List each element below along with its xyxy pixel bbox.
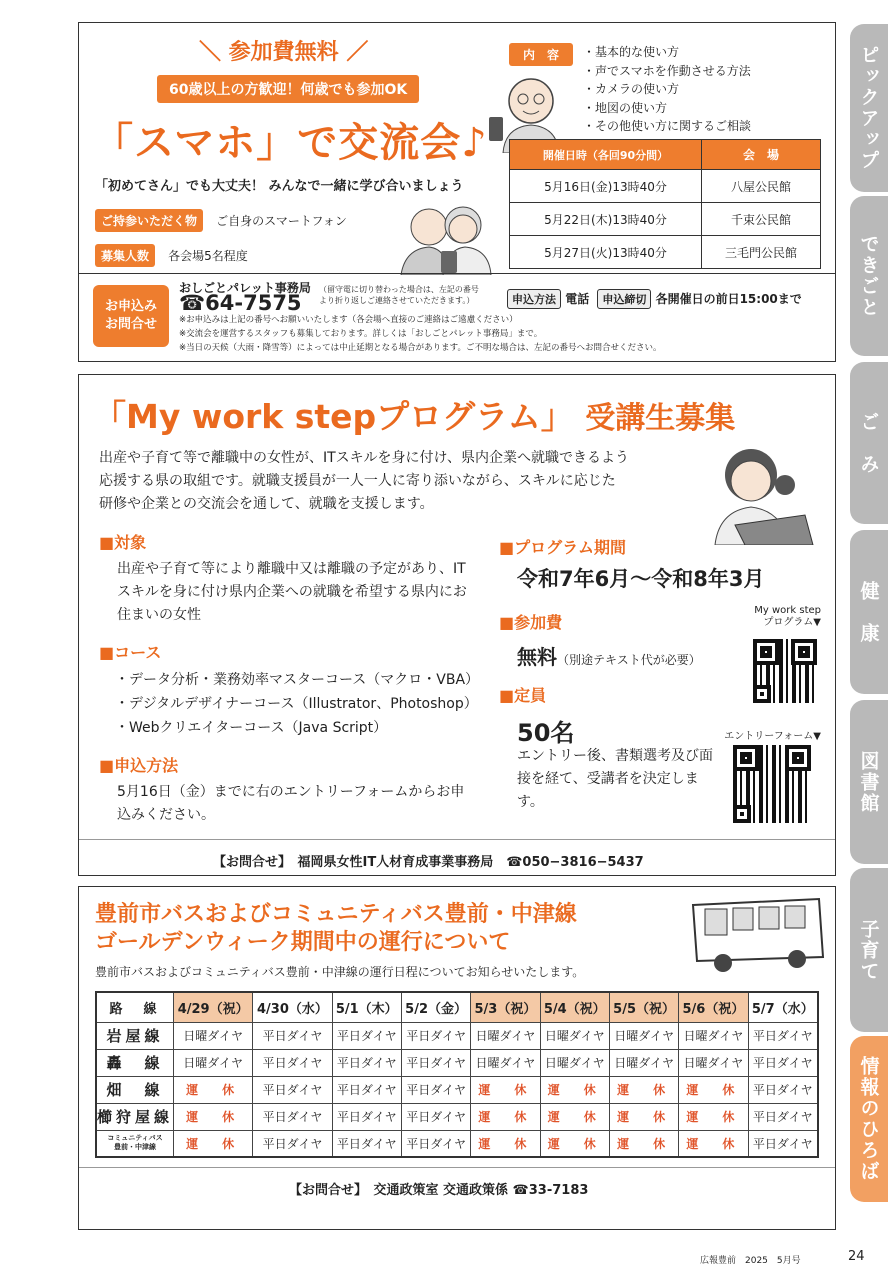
course-item: ・Webクリエイターコース（Java Script）	[115, 720, 388, 736]
route-name: 畑 線	[96, 1076, 174, 1103]
method-value: 電話	[565, 292, 590, 306]
tab-garbage[interactable]: ご み	[850, 362, 888, 524]
bring-label: ご持参いただく物	[95, 209, 203, 232]
notes	[179, 313, 819, 355]
table-header-row	[96, 992, 818, 1022]
note: ※当日の天候（大雨・降雪等）によっては中止延期となる場合があります。ご不明な場合は、左記の番号へお問合せください。	[179, 343, 662, 353]
free-label: ＼ 参加費無料 ／	[199, 40, 369, 65]
note: ※交流会を運営するスタッフも募集しております。詳しくは「おしごとパレット事務局」まで。	[179, 329, 543, 339]
route-name: 轟 線	[96, 1049, 174, 1076]
header-date: 5/5（祝）	[609, 992, 678, 1022]
entry-form-qr-code[interactable]	[733, 745, 811, 823]
table-row	[96, 1130, 818, 1157]
smartphone-event-section	[78, 22, 836, 362]
fee-note: （別途テキスト代が必要）	[557, 653, 701, 667]
program-qr-code[interactable]	[753, 639, 817, 703]
schedule-cell: 運 休	[471, 1130, 540, 1157]
table-row	[510, 170, 821, 203]
schedule-date: 5月27日(火)13時40分	[510, 236, 702, 269]
tab-pickup[interactable]: ピックアップ	[850, 24, 888, 192]
capacity-label: 募集人数	[95, 244, 155, 267]
course-list	[115, 668, 479, 740]
content-label: 内 容	[509, 43, 573, 66]
schedule-cell: 平日ダイヤ	[401, 1049, 470, 1076]
schedule-cell: 日曜ダイヤ	[174, 1049, 253, 1076]
bus-schedule-section	[78, 886, 836, 1230]
footer-publication: 広報豊前 2025 5月号	[700, 1256, 801, 1266]
table-row	[96, 1076, 818, 1103]
schedule-cell: 運 休	[679, 1103, 748, 1130]
header-date: 5/4（祝）	[540, 992, 609, 1022]
schedule-cell: 運 休	[540, 1076, 609, 1103]
header-date: 4/30（水）	[253, 992, 332, 1022]
content-item: ・その他使い方に関するご相談	[583, 119, 752, 133]
schedule-cell: 平日ダイヤ	[748, 1130, 818, 1157]
deadline-label: 申込締切	[597, 289, 651, 309]
header-date: 5/3（祝）	[471, 992, 540, 1022]
event-subtitle: 「初めてさん」でも大丈夫！ みんなで一緒に学び合いましょう	[95, 179, 464, 194]
schedule-cell: 平日ダイヤ	[332, 1049, 401, 1076]
schedule-cell: 運 休	[174, 1103, 253, 1130]
bus-table	[95, 991, 819, 1158]
schedule-cell: 運 休	[540, 1103, 609, 1130]
capacity-value: 各会場5名程度	[168, 249, 248, 263]
table-row	[96, 1103, 818, 1130]
schedule-cell: 平日ダイヤ	[748, 1022, 818, 1049]
page-number: 24	[848, 1249, 865, 1264]
tab-health[interactable]: 健 康	[850, 530, 888, 694]
schedule-cell: 日曜ダイヤ	[540, 1022, 609, 1049]
header-date: 5/7（水）	[748, 992, 818, 1022]
schedule-cell: 平日ダイヤ	[253, 1022, 332, 1049]
schedule-cell: 日曜ダイヤ	[679, 1022, 748, 1049]
bus-contact: 【お問合せ】 交通政策室 交通政策係 ☎33-7183	[289, 1183, 589, 1198]
schedule-cell: 運 休	[609, 1076, 678, 1103]
fee-heading: ■参加費	[499, 613, 563, 632]
deadline-value: 各開催日の前日15:00まで	[655, 292, 802, 306]
schedule-cell: 日曜ダイヤ	[609, 1049, 678, 1076]
schedule-date: 5月16日(金)13時40分	[510, 170, 702, 203]
schedule-cell: 平日ダイヤ	[748, 1103, 818, 1130]
capacity-heading: ■定員	[499, 686, 547, 705]
bring-value: ご自身のスマートフォン	[216, 214, 347, 228]
schedule-cell: 日曜ダイヤ	[609, 1022, 678, 1049]
course-heading: ■コース	[99, 643, 162, 662]
content-item: ・カメラの使い方	[583, 82, 680, 96]
header-date: 5/1（木）	[332, 992, 401, 1022]
schedule-cell: 平日ダイヤ	[748, 1049, 818, 1076]
note: ※お申込みは上記の番号へお願いいたします（各会場へ直接のご連絡はご遠慮ください）	[179, 315, 518, 325]
schedule-cell: 平日ダイヤ	[401, 1076, 470, 1103]
schedule-cell: 運 休	[471, 1076, 540, 1103]
route-name: 櫛狩屋線	[96, 1103, 174, 1130]
bus-title-1: 豊前市バスおよびコミュニティバス豊前・中津線	[95, 902, 577, 927]
schedule-cell: 日曜ダイヤ	[679, 1049, 748, 1076]
tab-childcare[interactable]: 子育て	[850, 868, 888, 1032]
office-phone: ☎64-7575	[179, 291, 302, 315]
header-date: 4/29（祝）	[174, 992, 253, 1022]
content-item: ・声でスマホを作動させる方法	[583, 63, 751, 78]
elderly-couple-illustration	[391, 199, 501, 275]
header-date: 5/6（祝）	[679, 992, 748, 1022]
schedule-cell: 平日ダイヤ	[332, 1022, 401, 1049]
tab-events[interactable]: できごと	[850, 196, 888, 356]
schedule-cell: 平日ダイヤ	[332, 1103, 401, 1130]
phone-note: （留守電に切り替わった場合は、左記の番号 より折り返しご連絡させていただきます。）	[319, 285, 479, 305]
schedule-cell: 日曜ダイヤ	[471, 1022, 540, 1049]
office-name: おしごとパレット事務局	[179, 281, 311, 295]
target-text: 出産や子育て等により離職中又は離職の予定があり、ITスキルを身に付け県内企業への就職を希望する県内にお住まいの女性	[117, 561, 467, 623]
content-item: ・地図の使い方	[583, 100, 668, 115]
program-contact: 【お問合せ】 福岡県女性IT人材育成事業事務局 ☎050−3816−5437	[213, 855, 644, 870]
apply-text: 5月16日（金）までに右のエントリーフォームからお申込みください。	[117, 784, 465, 823]
schedule-cell: 平日ダイヤ	[253, 1049, 332, 1076]
tab-library[interactable]: 図書館	[850, 700, 888, 864]
schedule-venue: 八屋公民館	[702, 170, 821, 203]
welcome-banner: 60歳以上の方歓迎！何歳でも参加OK	[157, 75, 419, 103]
bus-lead: 豊前市バスおよびコミュニティバス豊前・中津線の運行日程についてお知らせいたします。	[95, 965, 585, 979]
schedule-cell: 運 休	[540, 1130, 609, 1157]
schedule-cell: 運 休	[609, 1103, 678, 1130]
schedule-cell: 平日ダイヤ	[332, 1076, 401, 1103]
header-date: 5/2（金）	[401, 992, 470, 1022]
header-route: 路 線	[96, 992, 174, 1022]
schedule-cell: 運 休	[174, 1130, 253, 1157]
event-title: 「スマホ」で交流会♪	[93, 120, 488, 166]
schedule-cell: 日曜ダイヤ	[471, 1049, 540, 1076]
fee-value: 無料	[517, 645, 557, 669]
bus-illustration	[687, 891, 827, 973]
program-intro: 出産や子育て等で離職中の女性が、ITスキルを身に付け、県内企業へ就職できるよう応援する県の取組です。就職支援員が一人一人に寄り添いながら、スキルに応じた研修や企業との交流会を通して、就職を支援します。	[99, 450, 629, 512]
route-name: 岩屋線	[96, 1022, 174, 1049]
schedule-date: 5月22日(木)13時40分	[510, 203, 702, 236]
course-item: ・データ分析・業務効率マスターコース（マクロ・VBA）	[115, 672, 480, 688]
content-list	[583, 43, 751, 136]
woman-laptop-illustration	[705, 445, 815, 545]
schedule-venue: 千束公民館	[702, 203, 821, 236]
schedule-cell: 日曜ダイヤ	[540, 1049, 609, 1076]
table-row	[96, 1022, 818, 1049]
schedule-cell: 運 休	[471, 1103, 540, 1130]
capacity-note: エントリー後、書類選考及び面接を経て、受講者を決定します。	[517, 748, 713, 810]
schedule-table	[509, 139, 821, 269]
program-title: 「My work stepプログラム」	[93, 397, 574, 436]
schedule-cell: 平日ダイヤ	[748, 1076, 818, 1103]
schedule-cell: 平日ダイヤ	[332, 1130, 401, 1157]
schedule-venue: 三毛門公民館	[702, 236, 821, 269]
schedule-cell: 平日ダイヤ	[401, 1022, 470, 1049]
schedule-cell: 運 休	[609, 1130, 678, 1157]
schedule-header-venue: 会 場	[702, 140, 821, 170]
qr2-label: エントリーフォーム▼	[724, 731, 821, 742]
method-label: 申込方法	[507, 289, 561, 309]
schedule-cell: 平日ダイヤ	[401, 1103, 470, 1130]
schedule-cell: 運 休	[679, 1130, 748, 1157]
apply-heading: ■申込方法	[99, 756, 179, 775]
capacity-value: 50名	[517, 719, 575, 747]
schedule-cell: 運 休	[174, 1076, 253, 1103]
qr1-label: My work step プログラム▼	[754, 605, 821, 628]
schedule-header-date: 開催日時（各回90分間）	[510, 140, 702, 170]
schedule-cell: 平日ダイヤ	[401, 1130, 470, 1157]
content-item: ・基本的な使い方	[583, 45, 680, 59]
period-heading: ■プログラム期間	[499, 538, 626, 557]
table-row	[96, 1049, 818, 1076]
route-name: コミュニティバス 豊前・中津線	[96, 1130, 174, 1157]
table-row	[510, 203, 821, 236]
schedule-cell: 平日ダイヤ	[253, 1130, 332, 1157]
schedule-cell: 運 休	[679, 1076, 748, 1103]
tab-info[interactable]: 情報のひろば	[850, 1036, 888, 1202]
my-work-step-section	[78, 374, 836, 876]
period-value: 令和7年6月～令和8年3月	[517, 567, 765, 591]
schedule-cell: 日曜ダイヤ	[174, 1022, 253, 1049]
apply-contact-label: お申込み お問合せ	[93, 285, 169, 347]
course-item: ・デジタルデザイナーコース（Illustrator、Photoshop）	[115, 696, 478, 712]
table-row	[510, 236, 821, 269]
program-title-sub: 受講生募集	[585, 401, 736, 436]
schedule-cell: 平日ダイヤ	[253, 1076, 332, 1103]
target-heading: ■対象	[99, 533, 147, 552]
schedule-cell: 平日ダイヤ	[253, 1103, 332, 1130]
bus-title-2: ゴールデンウィーク期間中の運行について	[95, 930, 511, 955]
